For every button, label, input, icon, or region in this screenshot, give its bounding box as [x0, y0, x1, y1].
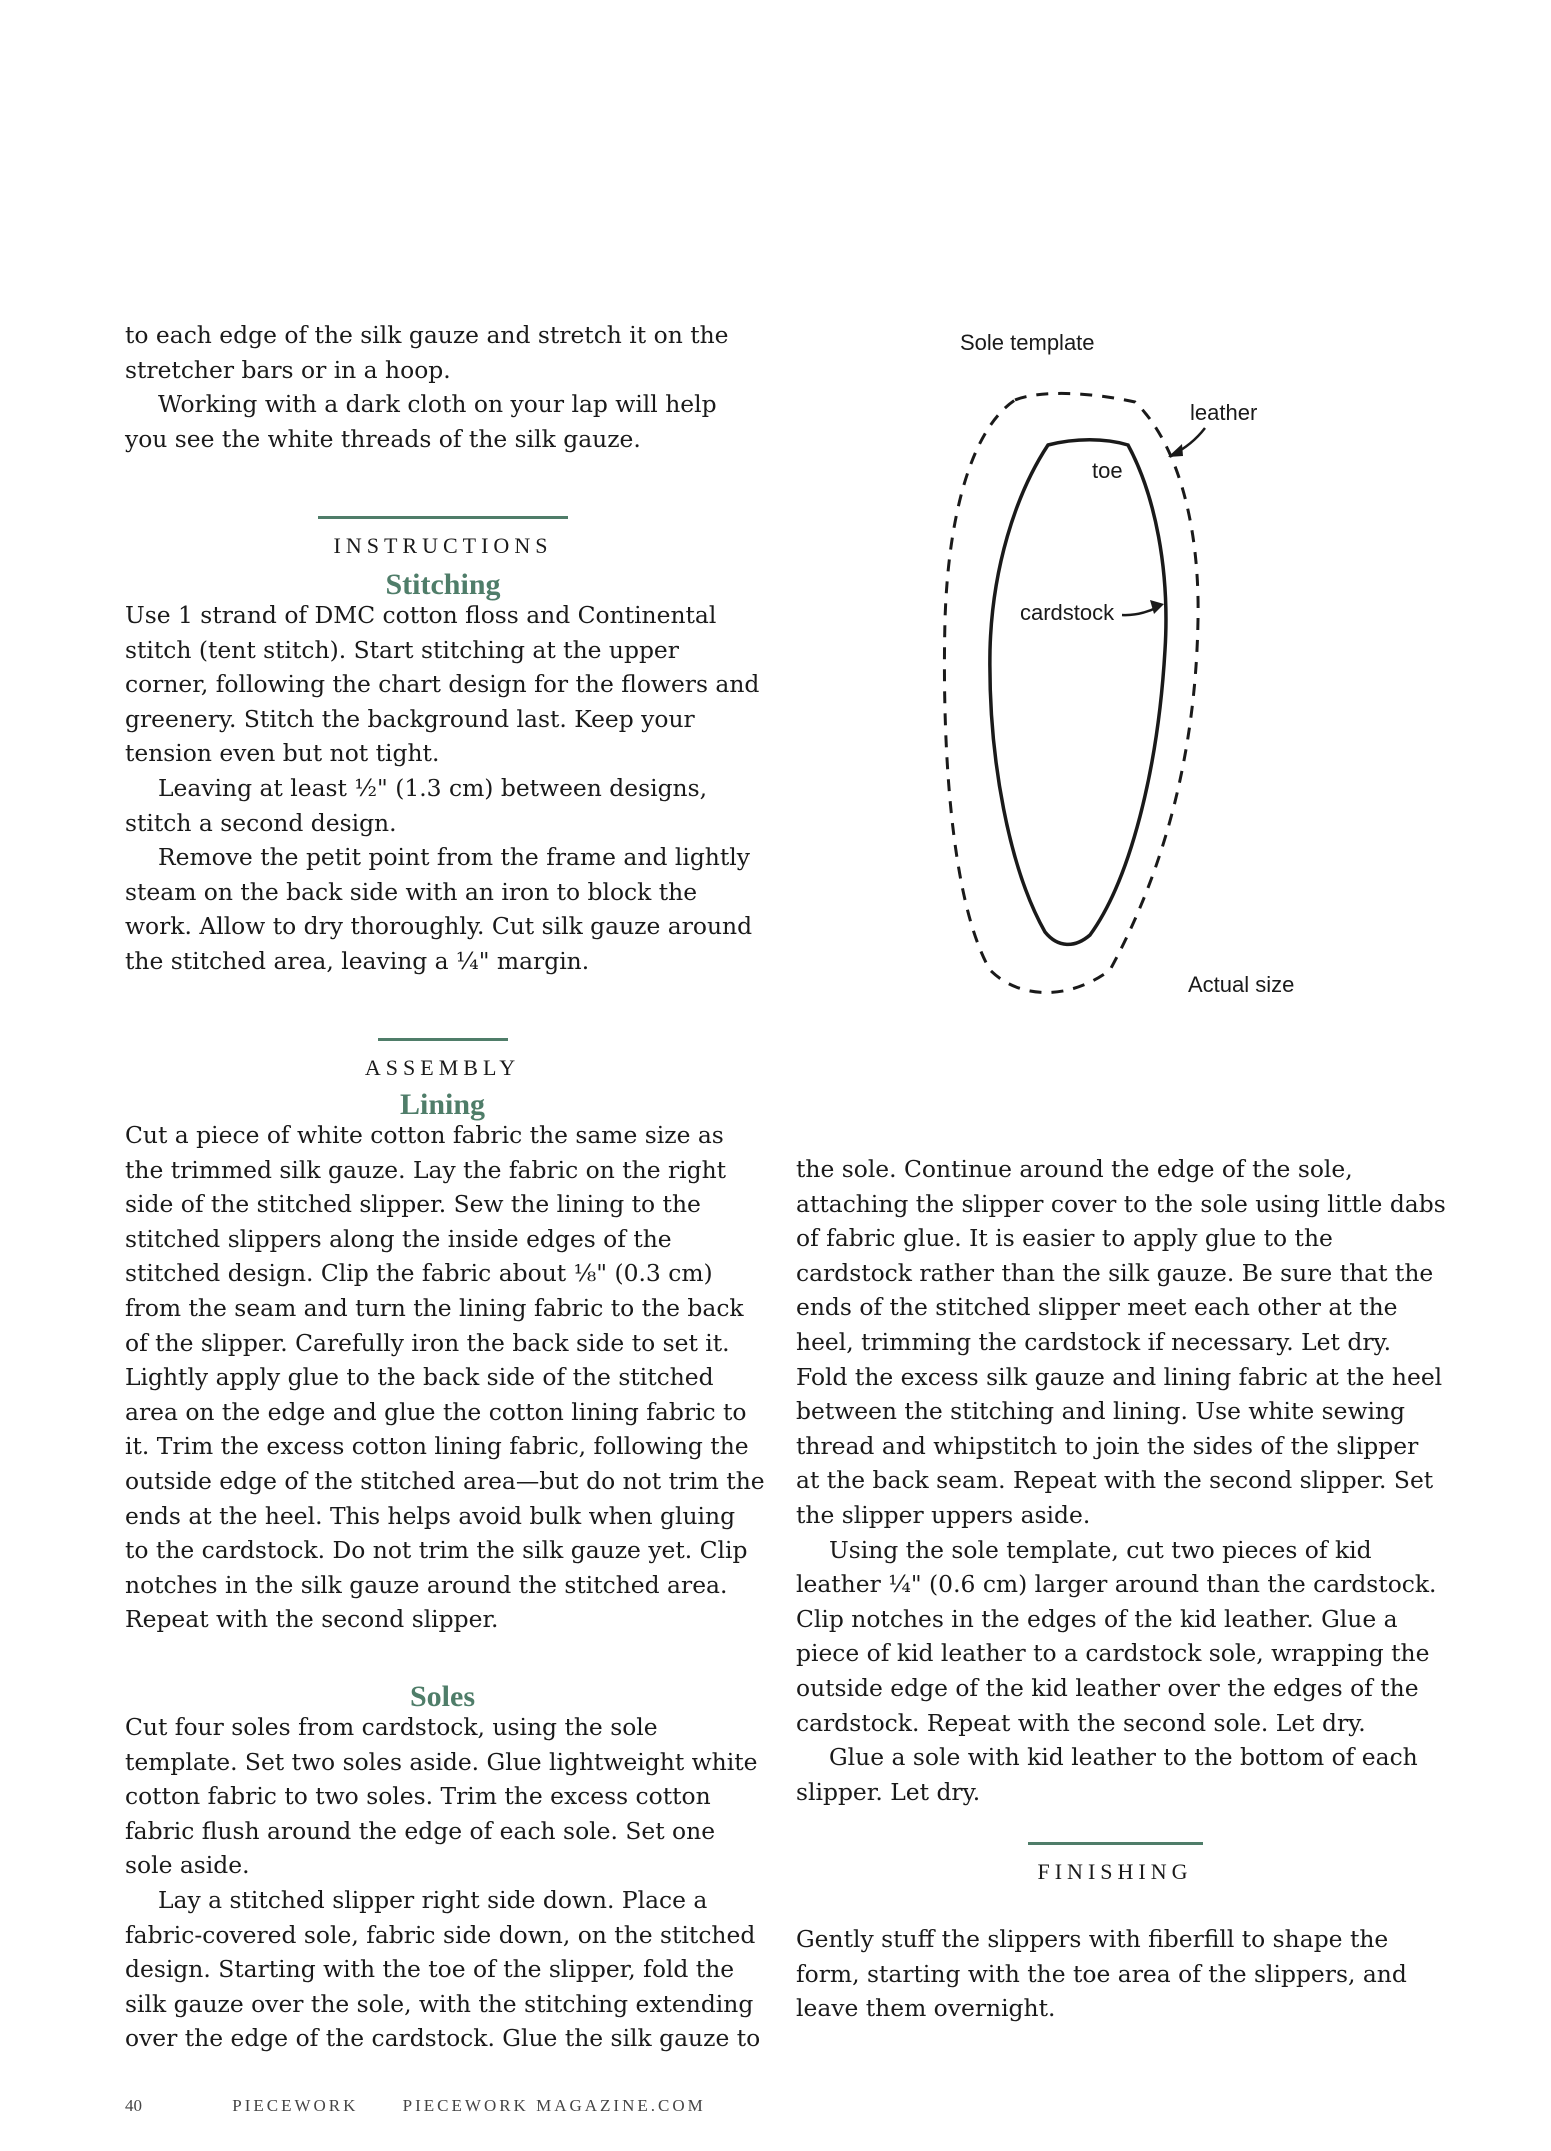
- leather-arrowhead-icon: [1168, 444, 1183, 457]
- soles-subheading: Soles: [409, 1680, 475, 1713]
- right-paragraph-2: Using the sole template, cut two pieces of kid leather ¼" (0.6 cm) larger around than the cardstock. Clip notches in the edges of the kid leather. Glue a piece of kid leather to a cardstock sole, wrapping the outside edge of the kid leather over the edges of the cardstock. Repeat with the second sole. Let dry.: [796, 1535, 1437, 1737]
- assembly-heading: [355, 1038, 530, 1081]
- lining-paragraph-1: Cut a piece of white cotton fabric the same size as the trimmed silk gauze. Lay the fabric on the right side of the stitched slipper. Sew the lining to the stitched slippers along the inside edges of the stitched design. Clip the fabric about ⅛" (0.3 cm) from the seam and turn the lining fabric to the back of the slipper. Carefully iron the back side to set it. Lightly apply glue to the back side of the stitched area on the edge and glue the cotton lining fabric to it. Trim the excess cotton lining fabric, following the outside edge of the stitched area—but do not trim the ends at the heel. This helps avoid bulk when gluing to the cardstock. Do not trim the silk gauze yet. Clip notches in the silk gauze around the stitched area. Repeat with the second slipper.: [125, 1121, 765, 1634]
- stitching-paragraph-2: Leaving at least ½" (1.3 cm) between designs, stitch a second design.: [125, 773, 708, 837]
- finishing-text: [796, 1922, 1446, 2026]
- assembly-title: ASSEMBLY: [364, 1055, 521, 1080]
- finishing-heading: [1000, 1842, 1230, 1885]
- lining-subheading: Lining: [399, 1088, 486, 1121]
- label-leather: leather: [1190, 400, 1258, 425]
- sole-template-diagram: [900, 320, 1340, 1010]
- soles-paragraph-1: Cut four soles from cardstock, using the sole template. Set two soles aside. Glue lightweight white cotton fabric to two soles. Trim the excess cotton fabric flush around the edge of each sole. Set one sole aside.: [125, 1713, 758, 1880]
- instructions-title: INSTRUCTIONS: [333, 533, 553, 558]
- right-paragraph-1: the sole. Continue around the edge of the sole, attaching the slipper cover to the sole using little dabs of fabric glue. It is easier to apply glue to the cardstock rather than the silk gauze. Be sure that the ends of the stitched slipper meet each other at the heel, trimming the cardstock if necessary. Let dry. Fold the excess silk gauze and lining fabric at the heel between the stitching and lining. Use white sewing thread and whipstitch to join the sides of the slipper at the back seam. Repeat with the second slipper. Set the slipper uppers aside.: [796, 1155, 1446, 1529]
- right-paragraph-3: Glue a sole with kid leather to the bottom of each slipper. Let dry.: [796, 1743, 1418, 1806]
- cardstock-outline: [990, 440, 1166, 945]
- stitching-paragraph-3: Remove the petit point from the frame and lightly steam on the back side with an iron to block the work. Allow to dry thoroughly. Cut silk gauze around the stitched area, leaving a ¼" margin.: [125, 843, 753, 975]
- page-footer: [125, 2096, 706, 2116]
- stitching-text: [125, 598, 765, 979]
- intro-text: [125, 318, 765, 456]
- diagram-title: Sole template: [960, 330, 1095, 355]
- intro-paragraph-1: to each edge of the silk gauze and stretch it on the stretcher bars or in a hoop.: [125, 321, 729, 384]
- magazine-name: PIECEWORK: [232, 2096, 359, 2115]
- stitching-paragraph-1: Use 1 strand of DMC cotton floss and Continental stitch (tent stitch). Start stitching at the upper corner, following the chart design for the flowers and greenery. Stitch the background last. Keep your tension even but not tight.: [125, 601, 760, 768]
- finishing-paragraph-1: Gently stuff the slippers with fiberfill to shape the form, starting with the toe area of the slippers, and leave them overnight.: [796, 1925, 1407, 2023]
- page-number: 40: [125, 2096, 142, 2115]
- label-actual-size: Actual size: [1188, 972, 1295, 997]
- magazine-url: PIECEWORK MAGAZINE.COM: [402, 2096, 706, 2115]
- label-toe: toe: [1092, 458, 1123, 483]
- assembly-rule: [378, 1038, 508, 1041]
- instructions-heading: [318, 516, 568, 559]
- finishing-rule: [1028, 1842, 1203, 1845]
- right-column-text: [796, 1152, 1446, 1809]
- soles-paragraph-2: Lay a stitched slipper right side down. Place a fabric-covered sole, fabric side down, on the stitched design. Starting with the toe of the slipper, fold the silk gauze over the sole, with the stitching extending over the edge of the cardstock. Glue the silk gauze to: [125, 1885, 761, 2053]
- lining-text: [125, 1118, 765, 1637]
- label-cardstock: cardstock: [1020, 600, 1115, 625]
- finishing-title: FINISHING: [1037, 1859, 1193, 1884]
- stitching-subheading: Stitching: [385, 568, 501, 601]
- intro-paragraph-2: Working with a dark cloth on your lap will help you see the white threads of the silk gauze.: [125, 390, 717, 453]
- cardstock-arrowhead-icon: [1150, 600, 1164, 614]
- instructions-rule: [318, 516, 568, 519]
- soles-text: [125, 1710, 765, 2056]
